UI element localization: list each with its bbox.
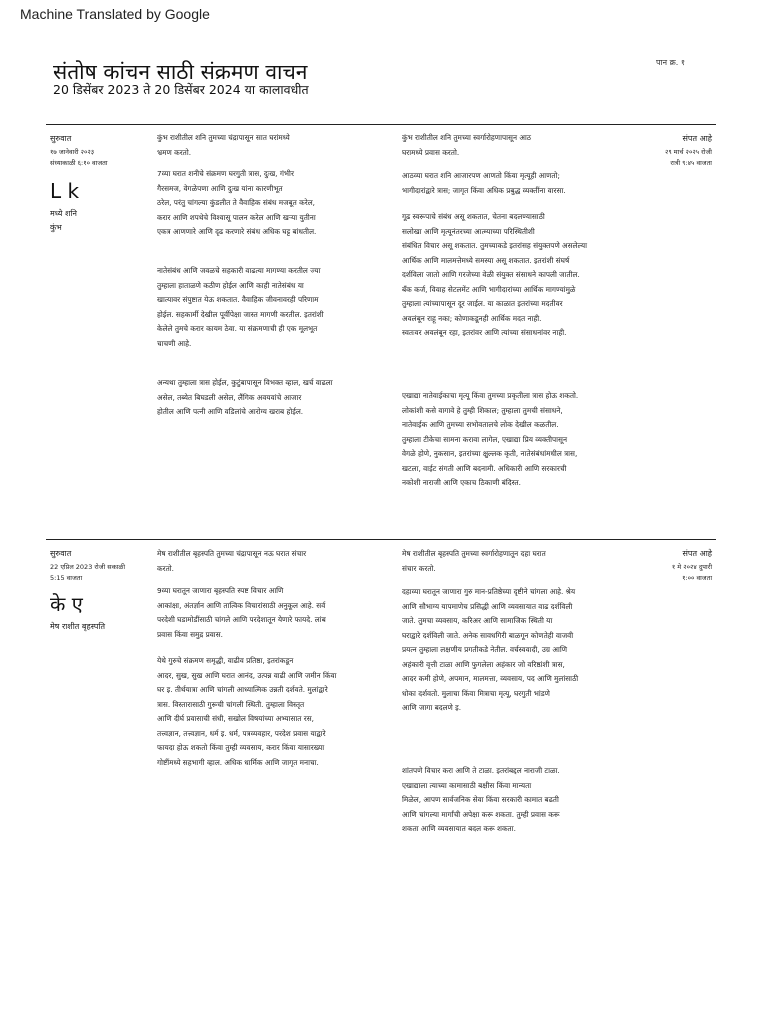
text-line: मेष राशीतील बृहस्पति तुमच्या चंद्रापासून नऊ घरात संचार [157,549,307,558]
text-line: आदर, सुख, सुख आणि घरात आनंद, उत्पन्न वाढी आणि जमीन किंवा [157,670,337,680]
text-line: गोष्टींमध्ये सहभागी व्हाल. अधिक धार्मिक आणि जागृत मनाचा. [157,757,319,767]
text-line: संबंधित विचार असू शकतात. तुमच्याकडे इतरांसह संयुक्तपणे असलेल्या [402,241,587,250]
paragraph-block [402,585,634,716]
text-line: ठरेल, परंतु चांगल्या कुंडलीत ते वैवाहिक संबंध मजबूत करेल, [157,198,316,207]
text-line: बँक कर्ज, विवाह सेटलमेंट आणि भागीदारांच्या आर्थिक मागण्यांमुळे [402,284,576,294]
text-line: करार आणि शपथेचे विश्वासू पालन करेल आणि खऱ्या युतीना [157,212,316,222]
text-line: नातेवाईक आणि तुमच्या सभोवतालचे लोक देखील कळतील. [402,420,559,429]
text-line: प्रवास किंवा समुद्र प्रवास. [157,629,223,639]
end-time: १:०० वाजता [682,574,712,582]
page-title: संतोष कांचन साठी संक्रमण वाचन [53,60,308,84]
text-line: अवलंबून राहू नका; कोणाकडूनही आर्थिक मदत नाही. [402,313,542,323]
text-line: मेष राशीतील बृहस्पति तुमच्या स्वर्गारोहणातून दहा घरात [402,549,546,558]
transit-sign-line1: मध्ये शनि [50,209,77,218]
paragraph-block [402,764,634,837]
text-line: घरामध्ये प्रवास करतो. [402,147,460,157]
text-line: भ्रमण करतो. [157,147,192,157]
text-line: 9व्या घरातून जाणारा बृहस्पति स्पष्ट विचार आणि [157,586,284,595]
paragraph-block [157,376,382,420]
transit-symbol: L k [50,179,80,203]
paragraph-block [402,389,634,491]
text-line: शांतपणे विचार करा आणि ते टाळा. इतरांबद्दल नाराजी टाळा. [402,766,560,775]
text-line: मिळेल, आपण सार्वजनिक सेवा किंवा सरकारी कामात बढती [402,795,559,804]
text-line: भागीदारांद्वारे त्रास; जागृत किंवा अधिक प्रबुद्ध व्यक्तींना वारसा. [402,185,566,195]
start-time: संध्याकाळी ६:१० वाजता [50,159,108,167]
text-line: प्रयत्न तुम्हाला लक्षणीय प्रगतीकडे नेतील. वर्चस्ववादी, उग्र आणि [402,645,567,654]
text-line: खात्यावर संपुष्टात येऊ शकतात. वैवाहिक जीवनावरही परिणाम [157,295,319,304]
text-line: तुम्हाला टीकेचा सामना करावा लागेल, एखाद्या प्रिय व्यक्तीपासून [402,434,568,444]
paragraph-block [157,167,382,240]
text-line: अहंकारी वृत्ती टाळा आणि फुगलेला अहंकार जो वरिष्ठांशी त्रास, [402,659,565,669]
text-line: फायदा होऊ शकतो किंवा तुम्ही व्यवसाय, करार किंवा यासारख्या [157,743,325,752]
text-line: तुम्हाला त्यांच्यापासून दूर जाईल. या काळात इतरांच्या मदतीवर [402,299,563,308]
transit-sign-line2: कुंभ [50,223,62,232]
text-line: आदर कमी होणे, अपमान, मालमत्ता, व्यवसाय, पद आणि मुलांसाठी [402,674,579,683]
paragraph-block [402,169,634,198]
text-line: अन्यथा तुम्हाला त्रास होईल, कुटुंबापासून विभक्त व्हाल, खर्च वाढला [157,378,333,387]
text-line: नकोशी नाराजी आणि एकाच ठिकाणी बंदिस्त. [402,478,521,487]
paragraph-block [402,131,634,160]
text-line: 7व्या घरात शनीचे संक्रमण घरगुती त्रास, दुःख, गंभीर [157,169,294,178]
text-line: होईल. सहकार्मी देखील पूर्वीपेक्षा जास्त मागणी करतील. इतरांशी [157,309,324,319]
text-line: तुम्हाला हाताळणे कठीण होईल आणि काही नातेसंबंध या [157,280,304,290]
text-line: एकत्र आणणारे आणि दृढ करणारे संबंध अधिक घट्ट बांधतील. [157,227,317,236]
paragraph-block [157,584,389,642]
text-line: असेल, तब्येत बिघडली असेल, लैंगिक अवयवांचे आजार [157,392,302,402]
start-label: सुरुवात [50,549,72,558]
paragraph-block [402,210,634,341]
text-line: होतील आणि पत्नी आणि वडिलांचे आरोग्य खराब होईल. [157,407,304,416]
transit-start-info [50,133,140,235]
transit-sign-line1: मेष राशीत बृहस्पति [50,622,106,631]
text-line: परदेशी घडामोडींसाठी चांगले आणि परदेशातून येणारे फायदे. लांब [157,615,326,624]
text-line: नातेसंबंध आणि जवळचे सहकारी वाढत्या मागण्या करतील ज्या [157,266,321,275]
page-number: पान क्र. १ [656,58,685,67]
text-line: आकांक्षा, अंतर्ज्ञान आणि तात्विक विचारांसाठी अनुकूल आहे. सर्व [157,600,326,610]
text-line: आणि सौभाग्य यापमाणेच प्रसिद्धी आणि व्यवसायात वाढ दर्शविली [402,601,573,611]
text-line: आणि जागा बदलणे इ. [402,703,462,712]
text-line: धोका दर्शवतो. मुलाचा किंवा मित्राचा मृत्यू, घरगुती भांडणे [402,688,550,698]
start-time: 5:15 वाजता [50,574,83,582]
text-line: दर्शविला जातो आणि गरजेच्या वेळी संयुक्त संसाधने कापली जातील. [402,270,580,279]
text-line: दहाव्या घरातून जाणारा गुरु मान-प्रतिष्ठेच्या दृष्टीने चांगला आहे. श्रेय [402,587,576,596]
transit-symbol: के ए [50,592,83,616]
text-line: त्रास. विस्तारासाठी गुरूची चांगली स्थिती. तुम्हाला विस्तृत [157,699,305,709]
section-divider [46,124,716,125]
section-divider [46,539,716,540]
end-date: २९ मार्च २०२५ रोजी [664,148,712,156]
text-line: आर्थिक आणि मालमत्तेमध्ये समस्या असू शकतात. इतरांशी संघर्ष [402,255,570,265]
start-date: 22 एप्रिल 2023 रोजी सकाळी [50,563,126,571]
end-date: १ मे २०२४ दुपारी [671,563,712,571]
text-line: एखाद्याला त्याच्या कामासाठी बक्षीस किंवा मान्यता [402,780,532,790]
text-line: येथे गुरुचे संक्रमण समृद्धी, वाढीव प्रतिष्ठा, इतरांकडून [157,656,294,665]
paragraph-block [157,131,382,160]
end-time: रात्री ९:४५ वाजता [670,159,712,167]
text-line: एखाद्या नातेवाईकाचा मृत्यू किंवा तुमच्या प्रकृतीला त्रास होऊ शकतो. [402,391,579,400]
text-line: खटला, वाईट संगती आणि बदनामी. अधिकारी आणि सरकारची [402,463,567,473]
end-label: संपत आहे [682,549,712,558]
text-line: जाते. तुमचा व्यवसाय, करिअर आणि सामाजिक स्थिती या [402,616,553,625]
text-line: वेगळे होणे, नुकसान, इतरांच्या क्षुल्लक कृती, नातेसंबंधांमधील त्रास, [402,449,578,458]
text-line: केलेले तुमचे करार कायम ठेवा. या संक्रमणाची ही एक मूलभूत [157,324,318,333]
paragraph-block [402,547,634,576]
text-line: कुंभ राशीतील शनि तुमच्या स्वर्गारोहणापासून आठ [402,133,532,142]
text-line: स्वतःवर अवलंबून रहा, इतरांवर आणि त्यांच्या संसाधनांवर नाही. [402,328,567,337]
text-line: तत्त्वज्ञान, तत्त्वज्ञान, धर्म इ. धर्म, पत्रव्यवहार, परदेश प्रवास याद्वारे [157,728,326,738]
text-line: कुंभ राशीतील शनि तुमच्या चंद्रापासून सात घरांमध्ये [157,133,290,142]
text-line: सलोखा आणि मृत्यूनंतरच्या आत्म्याच्या परिस्थितीशी [402,226,535,236]
text-line: आठव्या घरात शनि आजारपण आणतो किंवा मृत्यूही आणतो; [402,171,560,180]
start-date: १७ जानेवारी २०२३ [50,148,95,156]
end-label: संपत आहे [682,134,712,143]
text-line: करतो. [157,563,174,573]
text-line: लोकांशी कसे वागावे हे तुम्ही शिकाल; तुम्हाला तुमची संसाधने, [402,405,563,415]
text-line: संचार करतो. [402,563,436,573]
text-line: आणि चांगल्या मार्गांची अपेक्षा करू शकता. तुम्ही प्रवास करू [402,809,560,819]
text-line: गैरसमज, वेगळेपणा आणि दुःख यांना कारणीभूत [157,183,283,193]
text-line: गूढ स्वरूपाचे संबंध असू शकतात, चेतना बदलण्यासाठी [402,212,545,221]
paragraph-block [157,547,389,576]
text-line: शकता आणि व्यवसायात बदल करू शकता. [402,824,516,833]
page-subtitle: 20 डिसेंबर 2023 ते 20 डिसेंबर 2024 या कालावधीत [53,82,309,97]
paragraph-block [157,654,389,770]
start-label: सुरुवात [50,134,72,143]
text-line: घराद्वारे दर्शविली जाते. अनेक सावधगिरी बाळगून कोणतेही वाजवी [402,630,574,640]
paragraph-block [157,264,382,351]
text-line: घर इ. तीर्थयात्रा आणि चांगली आध्यात्मिक उन्नती दर्शवते. मुलांद्वारे [157,685,328,694]
transit-start-info [50,548,150,634]
text-line: आणि दीर्घ प्रवासाची संधी, सखोल विषयांच्या अभ्यासात रस, [157,714,314,723]
text-line: चाचणी आहे. [157,338,192,348]
machine-translation-banner: Machine Translated by Google [20,6,210,22]
